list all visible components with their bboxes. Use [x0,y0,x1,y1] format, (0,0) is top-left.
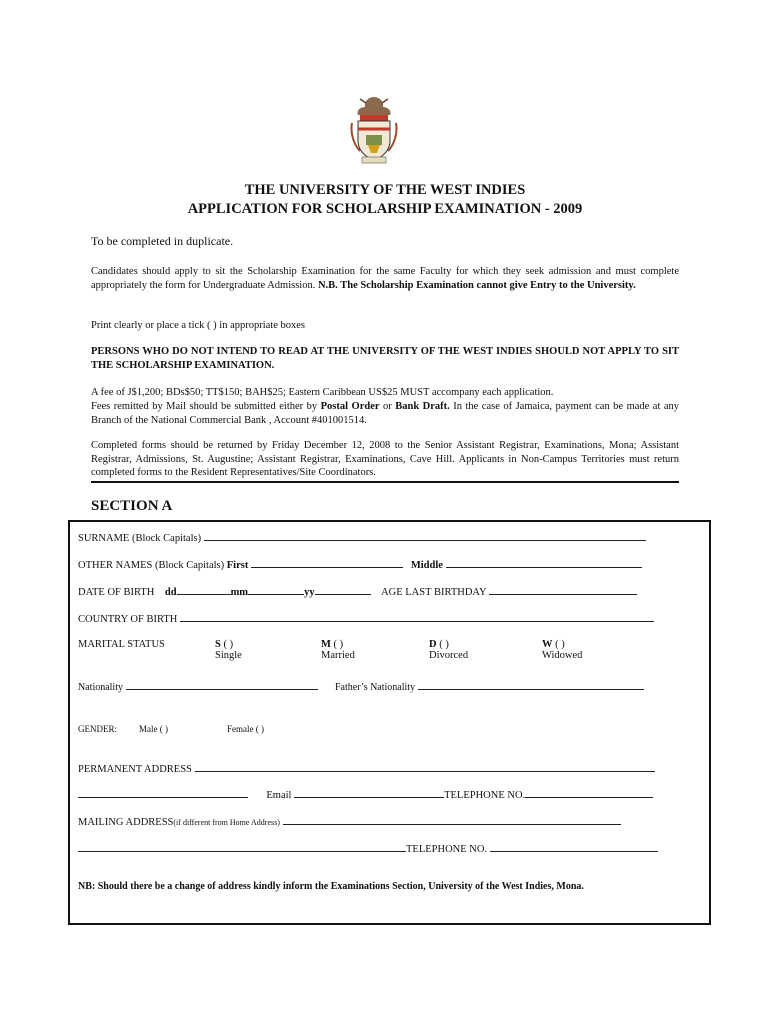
nationality-row [78,680,644,693]
marital-checkbox[interactable]: ( ) [333,639,344,650]
print-clearly-note: Print clearly or place a tick ( ) in appropriate boxes [91,320,305,331]
mailing-address-field[interactable] [283,815,621,825]
yy-label: yy [304,587,315,598]
marital-code: W [542,639,553,650]
university-crest-logo [346,93,402,165]
other-names-row [78,558,642,571]
marital-option-married[interactable] [321,639,355,661]
address-line-2-row [78,788,653,801]
or-word: or [383,401,392,412]
telephone-field[interactable] [525,788,653,798]
fee-line: A fee of J$1,200; BDs$50; TT$150; BAH$25; Eastern Caribbean US$25 MUST accompany each application. [91,387,554,398]
mailing-address-line-2[interactable] [78,842,406,852]
dob-day-field[interactable] [177,585,231,595]
male-option[interactable]: Male ( ) [139,724,168,734]
female-option[interactable]: Female ( ) [227,724,264,734]
marital-checkbox[interactable]: ( ) [555,639,565,650]
section-a-form-box [68,520,711,925]
other-names-label: OTHER NAMES (Block Capitals) [78,560,225,571]
marital-option-divorced[interactable] [429,639,468,661]
title-line-1: THE UNIVERSITY OF THE WEST INDIES [244,182,526,198]
title-line-2: APPLICATION FOR SCHOLARSHIP EXAMINATION - 2009 [187,201,583,217]
marital-checkbox[interactable]: ( ) [439,639,449,650]
duplicate-note: To be completed in duplicate. [91,234,234,248]
first-name-field[interactable] [251,558,403,568]
fathers-nationality-field[interactable] [418,680,644,690]
country-field[interactable] [180,612,654,622]
first-label: First [226,560,249,571]
nb-change-address: NB: Should there be a change of address kindly inform the Examinations Section, University of the West Indies, Mona. [78,881,584,892]
telephone-field-2[interactable] [490,842,658,852]
marital-code: S [215,639,221,650]
marital-option-widowed[interactable] [542,639,582,661]
candidates-paragraph [91,265,679,292]
telephone-label-2: TELEPHONE NO. [406,844,488,855]
nb-entry-text: N.B. The Scholarship Examination cannot give Entry to the University. [317,279,636,291]
persons-warning: PERSONS WHO DO NOT INTEND TO READ AT THE UNIVERSITY OF THE WEST INDIES SHOULD NOT APPLY TO SIT THE SCHOLARSHIP EXAMINATION. [91,346,679,371]
marital-option-label: Widowed [542,650,583,661]
telephone-label: TELEPHONE NO. [444,790,526,801]
middle-label: Middle [410,560,443,571]
marital-code: D [429,639,437,650]
mm-label: mm [230,587,249,598]
permanent-address-row [78,762,655,775]
completed-forms-paragraph: Completed forms should be returned by Friday December 12, 2008 to the Senior Assistant Registrar, Examinations, Mona; Assistant Registrar, Admissions, St. Augustine; Assistant Registrar, Examinations, Cave Hill. Applicants in Non-Campus Territories must return completed forms to the Resident Representatives/Site Coordinators. [91,440,679,479]
surname-row [78,531,646,544]
candidates-text: Candidates should apply to sit the Scholarship Examination for the same Faculty for which they seek admission and must complete appropriately the form for Undergraduate Admission. [91,266,679,291]
surname-field[interactable] [204,531,646,541]
mailing-address-note: (if different from Home Address) [173,818,280,827]
age-field[interactable] [489,585,637,595]
mailing-address-row [78,815,621,828]
fees-remitted-a: Fees remitted by Mail should be submitted either by [91,401,318,412]
permanent-address-label: PERMANENT ADDRESS [78,764,192,775]
nationality-label: Nationality [78,682,123,693]
mailing-line-2-row [78,842,658,855]
postal-order: Postal Order [320,401,380,412]
marital-label: MARITAL STATUS [78,639,165,650]
marital-checkbox[interactable]: ( ) [223,639,234,650]
marital-code: M [321,639,331,650]
marital-option-label: Married [321,650,355,661]
dob-row [78,585,637,598]
age-label: AGE LAST BIRTHDAY [381,587,487,598]
permanent-address-field[interactable] [195,762,655,772]
dob-year-field[interactable] [315,585,371,595]
dob-month-field[interactable] [248,585,304,595]
surname-label: SURNAME (Block Capitals) [78,533,202,544]
marital-option-single[interactable] [215,639,242,661]
permanent-address-line-2[interactable] [78,788,248,798]
fathers-nationality-label: Father’s Nationality [335,682,416,693]
divider-rule [91,481,679,483]
country-label: COUNTRY OF BIRTH [78,614,178,625]
marital-option-label: Divorced [429,650,469,661]
marital-option-label: Single [215,650,242,661]
mailing-address-label: MAILING ADDRESS [78,817,174,828]
gender-label: GENDER: [78,724,117,734]
fees-remitted-b: In the case of Jamaica, payment can be made at any Branch of the National Commercial Bank , Account #401001514. [91,401,680,426]
email-field[interactable] [294,788,444,798]
email-label: Email [266,790,292,801]
dd-label: dd [164,587,177,598]
middle-name-field[interactable] [446,558,642,568]
nationality-field[interactable] [126,680,318,690]
fees-remitted-paragraph [91,400,679,427]
section-a-heading: SECTION A [91,498,173,514]
dob-label: DATE OF BIRTH [78,587,155,598]
country-row [78,612,654,625]
bank-draft: Bank Draft. [395,401,450,412]
